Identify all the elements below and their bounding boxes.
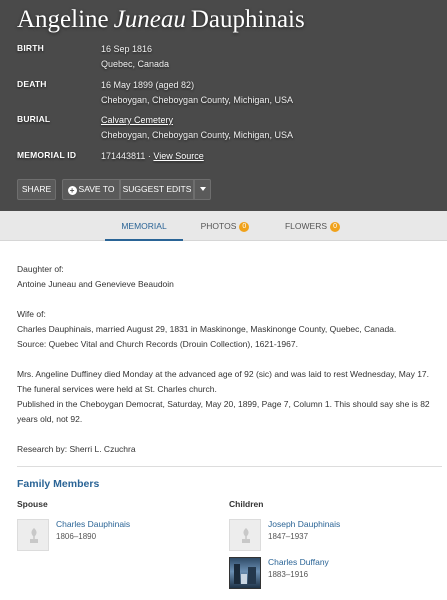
caret-down-icon (200, 187, 206, 191)
first-name: Angeline (17, 6, 109, 33)
death-label: DEATH (17, 79, 47, 89)
share-button[interactable]: SHARE (17, 179, 56, 200)
family-members-heading: Family Members (17, 478, 100, 490)
spouse-placeholder-thumbnail (17, 519, 49, 551)
save-to-button[interactable] (62, 179, 120, 200)
burial-label: BURIAL (17, 114, 51, 124)
child-card[interactable] (229, 519, 429, 553)
bio-parents: Daughter of: Antoine Juneau and Genevieve Beaudoin (17, 264, 174, 289)
memorial-tabs (0, 211, 447, 241)
birth-date: 16 Sep 1816 (101, 44, 153, 54)
tab-photos[interactable] (190, 211, 260, 241)
suggest-edits-button[interactable]: SUGGEST EDITS (120, 179, 194, 200)
photo-silhouette-icon (230, 558, 260, 588)
death-value (101, 78, 293, 108)
view-source-link[interactable]: View Source (153, 151, 204, 161)
child-photo-thumbnail (229, 557, 261, 589)
memorial-header (0, 0, 447, 211)
spouse-card[interactable] (17, 519, 217, 553)
spouse-name-link[interactable]: Charles Dauphinais (56, 519, 131, 529)
bio-marriage: Wife of: Charles Dauphinais, married August 29, 1831 in Maskinonge, Maskinonge County, Quebec, Canada. Source: Quebec Vital and Church Records (Drouin Collection), 1621-1967. (17, 309, 397, 349)
tab-photos-label: PHOTOS (200, 221, 237, 231)
birth-label: BIRTH (17, 43, 44, 53)
bio-obituary: Mrs. Angeline Duffiney died Monday at the advanced age of 92 (sic) and was laid to rest Wednesday, May 17. The funeral services were held at St. Charles church. Published in the Cheboygan Democrat, Saturday, May 20, 1899, Page 7, Column 1. This should say she is 82 years old, not 92. (17, 369, 430, 424)
child-name-link[interactable]: Charles Duffany (268, 557, 329, 567)
memorial-name (17, 6, 310, 34)
child-name-link[interactable]: Joseph Dauphinais (268, 519, 341, 529)
birth-place: Quebec, Canada (101, 59, 170, 69)
tab-memorial-label: MEMORIAL (121, 221, 167, 231)
flower-placeholder-icon (27, 528, 41, 544)
flower-placeholder-icon (239, 528, 253, 544)
child-dates: 1847–1937 (268, 532, 309, 541)
birth-value (101, 42, 169, 72)
spouse-dates: 1806–1890 (56, 532, 97, 541)
tab-flowers-label: FLOWERS (284, 221, 328, 231)
burial-place: Cheboygan, Cheboygan County, Michigan, USA (101, 130, 293, 140)
death-date: 16 May 1899 (aged 82) (101, 80, 195, 90)
child-dates: 1883–1916 (268, 570, 309, 579)
photos-count-badge: 0 (239, 222, 249, 232)
children-heading: Children (229, 499, 264, 509)
last-name: Dauphinais (190, 6, 305, 33)
memorial-id-number: 171443811 · (101, 151, 151, 161)
death-place: Cheboygan, Cheboygan County, Michigan, USA (101, 95, 293, 105)
save-to-label: SAVE TO (78, 184, 115, 194)
family-divider (17, 466, 442, 467)
memorial-id-label: MEMORIAL ID (17, 150, 77, 160)
more-options-button[interactable] (194, 179, 211, 200)
child-card[interactable] (229, 557, 429, 591)
flowers-count-badge: 0 (330, 222, 340, 232)
burial-cemetery-link[interactable]: Calvary Cemetery (101, 115, 174, 125)
bio-research-credit: Research by: Sherri L. Czuchra (17, 444, 136, 454)
plus-circle-icon: + (68, 186, 77, 195)
spouse-heading: Spouse (17, 499, 48, 509)
tab-memorial[interactable] (105, 211, 183, 241)
burial-value (101, 113, 293, 143)
memorial-id-value (101, 149, 204, 164)
memorial-bio (17, 262, 442, 457)
middle-name: Juneau (113, 6, 186, 33)
child-placeholder-thumbnail (229, 519, 261, 551)
tab-flowers[interactable] (275, 211, 350, 241)
